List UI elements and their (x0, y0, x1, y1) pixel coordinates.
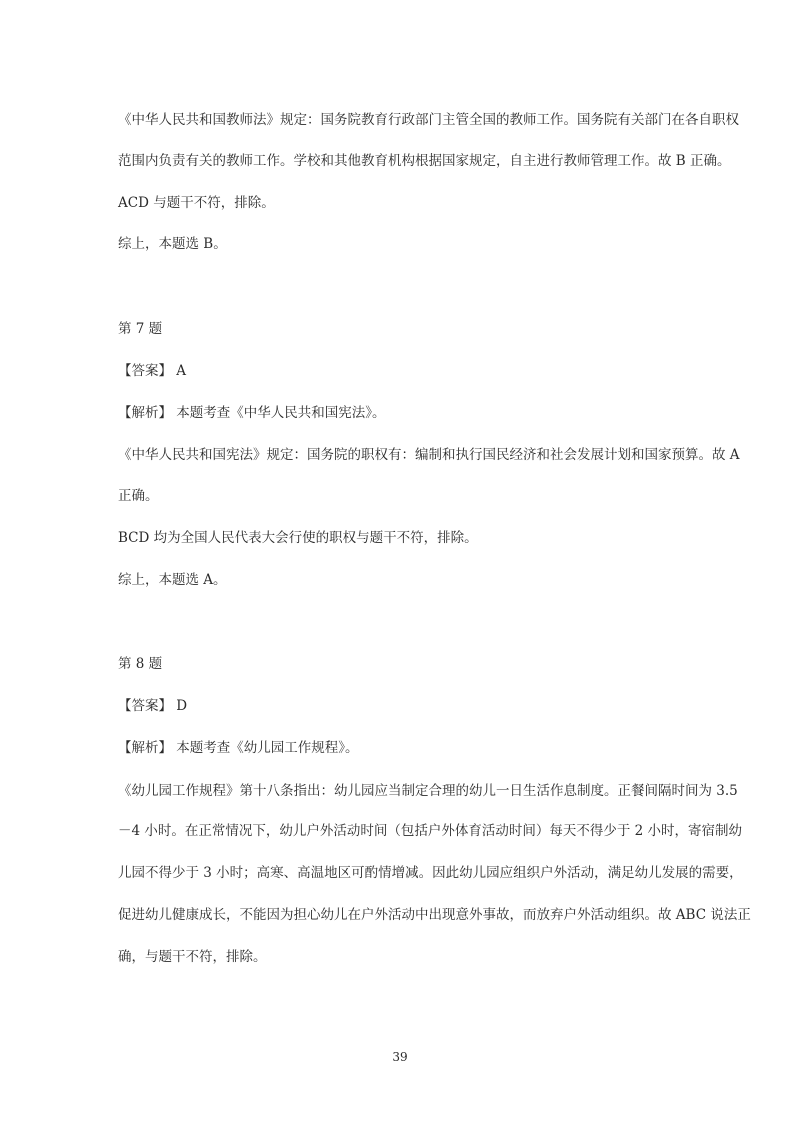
text-line: 《中华人民共和国宪法》规定：国务院的职权有：编制和执行国民经济和社会发展计划和国家预算。故 A (118, 447, 740, 463)
text-line: 综上，本题选 A。 (118, 572, 227, 588)
answer-line: 【答案】 D (118, 698, 188, 714)
text-line: 《幼儿园工作规程》第十八条指出：幼儿园应当制定合理的幼儿一日生活作息制度。正餐间隔时间为 3.5 (118, 783, 738, 799)
text-line: 儿园不得少于 3 小时；高寒、高温地区可酌情增减。因此幼儿园应组织户外活动，满足幼儿发展的需要， (118, 865, 743, 881)
question-heading: 第 7 题 (118, 321, 163, 337)
analysis-line: 【解析】 本题考查《幼儿园工作规程》。 (118, 740, 359, 756)
analysis-line: 【解析】 本题考查《中华人民共和国宪法》。 (118, 405, 386, 421)
text-line: 范围内负责有关的教师工作。学校和其他教育机构根据国家规定，自主进行教师管理工作。故 B 正确。 (118, 153, 731, 169)
text-line: 综上，本题选 B。 (118, 236, 227, 252)
text-line: 正确。 (118, 488, 159, 504)
text-line: 《中华人民共和国教师法》规定：国务院教育行政部门主管全国的教师工作。国务院有关部门在各自职权 (118, 112, 739, 128)
text-line: BCD 均为全国人民代表大会行使的职权与题干不符，排除。 (118, 530, 478, 546)
page-number: 39 (392, 1050, 408, 1064)
text-line: －4 小时。在正常情况下，幼儿户外活动时间（包括户外体育活动时间）每天不得少于 2 小时，寄宿制幼 (118, 823, 743, 839)
answer-line: 【答案】 A (118, 363, 187, 379)
question-heading: 第 8 题 (118, 656, 163, 672)
text-line: 促进幼儿健康成长，不能因为担心幼儿在户外活动中出现意外事故，而放弃户外活动组织。故 ABC 说法正 (118, 907, 751, 923)
text-line: ACD 与题干不符，排除。 (118, 195, 275, 211)
text-line: 确，与题干不符，排除。 (118, 949, 267, 965)
